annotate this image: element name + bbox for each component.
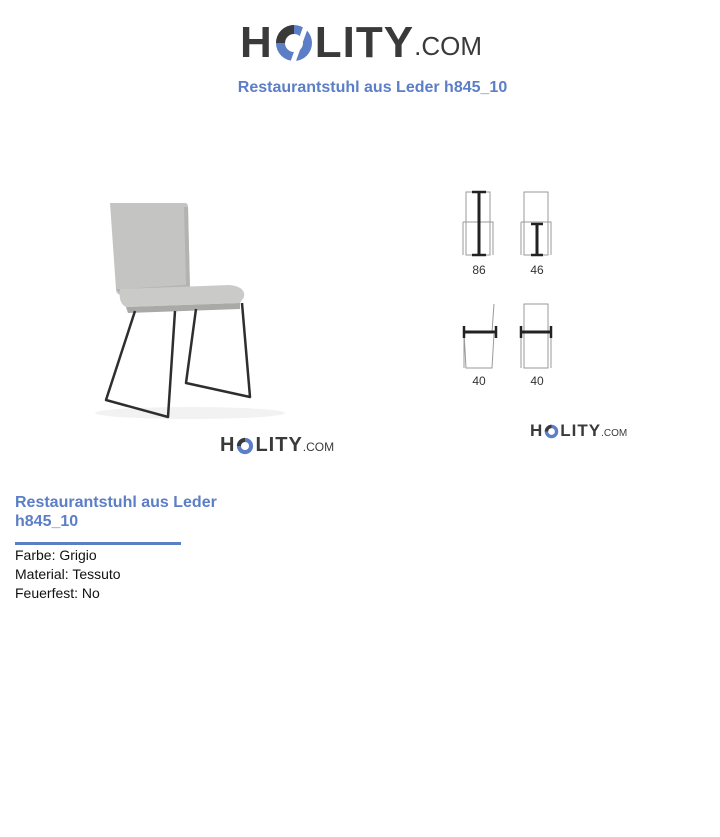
dimensions-diagram [448, 170, 588, 400]
page-title: Restaurantstuhl aus Leder h845_10 [237, 79, 508, 96]
spec-label: Farbe [15, 547, 52, 563]
chair-illustration [80, 185, 290, 425]
dim-width-label: 40 [530, 374, 544, 388]
header-logo[interactable] [240, 12, 485, 68]
dim-height-label: 86 [472, 263, 486, 277]
dim-depth-label: 40 [472, 374, 486, 388]
logo-o-icon [544, 424, 559, 439]
logo-o-mark [274, 23, 314, 63]
spec-label: Material [15, 566, 65, 582]
spec-value: Tessuto [72, 566, 121, 582]
spec-row-color: Farbe: Grigio [15, 547, 97, 563]
logo-o-icon [274, 23, 314, 63]
dimensions-image [448, 170, 588, 400]
spec-label: Feuerfest [15, 585, 75, 601]
spec-value: No [81, 585, 100, 601]
product-specs [15, 546, 121, 603]
logo-prefix: H [240, 18, 273, 67]
section-divider [15, 542, 181, 545]
spec-row-material: Material: Tessuto [15, 566, 121, 582]
spec-row-fireproof: Feuerfest: No [15, 585, 100, 601]
logo-suffix: LITY [314, 18, 415, 67]
logo-com: .COM [414, 31, 482, 61]
watermark-logo-1: H LITY .COM [220, 434, 335, 456]
product-name: Restaurantstuhl aus Leder h845_10 [15, 494, 217, 530]
dim-seat-height-label: 46 [530, 263, 544, 277]
spec-value: Grigio [59, 547, 97, 563]
logo-o-icon [236, 437, 254, 455]
watermark-logo-2: H LITY .COM [530, 421, 628, 440]
product-image [80, 185, 290, 425]
